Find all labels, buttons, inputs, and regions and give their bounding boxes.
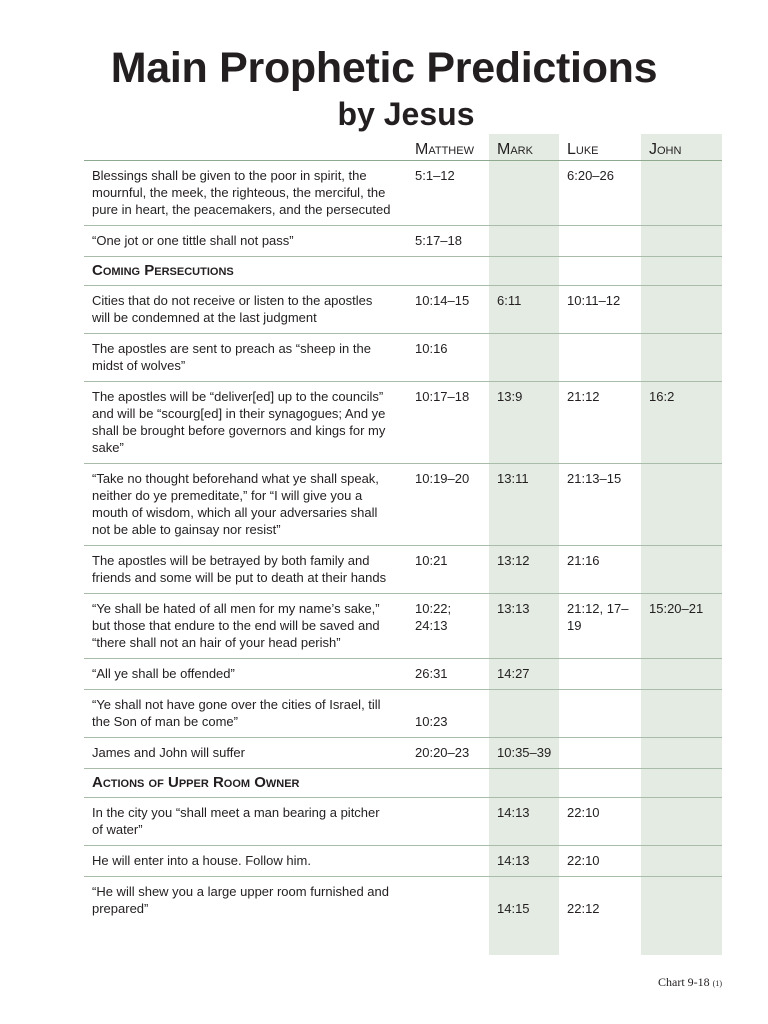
empty-cell	[407, 769, 489, 798]
mark-reference: 6:11	[489, 286, 559, 334]
john-reference	[641, 798, 722, 846]
mark-reference: 13:9	[489, 382, 559, 464]
table-body	[84, 161, 722, 925]
empty-cell	[489, 257, 559, 286]
table-row	[84, 286, 722, 334]
luke-reference	[559, 738, 641, 769]
empty-cell	[489, 769, 559, 798]
table-row	[84, 546, 722, 594]
table-row	[84, 877, 722, 925]
prediction-text: The apostles are sent to preach as “sheep in the midst of wolves”	[84, 334, 407, 382]
mark-reference: 14:15	[497, 901, 530, 916]
luke-reference: 21:13–15	[559, 464, 641, 546]
john-reference	[641, 546, 722, 594]
luke-reference	[559, 690, 641, 738]
prediction-text: Blessings shall be given to the poor in spirit, the mournful, the meek, the righteous, the merciful, the pure in heart, the peacemakers, and the persecuted	[84, 161, 407, 226]
luke-reference: 10:11–12	[559, 286, 641, 334]
john-reference	[641, 286, 722, 334]
page-title: Main Prophetic Predictions	[110, 44, 658, 92]
table-row	[84, 161, 722, 226]
table-row	[84, 594, 722, 659]
table-row	[84, 738, 722, 769]
john-reference	[641, 738, 722, 769]
chart-part: (1)	[712, 979, 722, 988]
john-reference	[641, 690, 722, 738]
chart-label: Chart 9-18	[658, 975, 710, 989]
luke-reference: 6:20–26	[559, 161, 641, 226]
john-reference	[641, 659, 722, 690]
luke-reference: 21:12, 17–19	[559, 594, 641, 659]
luke-reference	[559, 334, 641, 382]
table-row	[84, 690, 722, 738]
matthew-reference: 10:21	[407, 546, 489, 594]
table-row	[84, 226, 722, 257]
matthew-reference: 10:16	[407, 334, 489, 382]
john-reference	[641, 334, 722, 382]
luke-reference: 22:12	[567, 901, 600, 916]
prediction-text: In the city you “shall meet a man bearing a pitcher of water”	[84, 798, 407, 846]
empty-cell	[641, 257, 722, 286]
prediction-text: He will enter into a house. Follow him.	[84, 846, 407, 877]
table-header-row	[84, 134, 722, 161]
john-reference	[641, 846, 722, 877]
mark-reference: 10:35–39	[489, 738, 559, 769]
matthew-reference: 10:17–18	[407, 382, 489, 464]
header-description	[84, 134, 407, 161]
john-reference: 15:20–21	[641, 594, 722, 659]
mark-reference: 13:13	[489, 594, 559, 659]
prediction-text: “Take no thought beforehand what ye shall speak, neither do ye premeditate,” for “I will give you a mouth of wisdom, which all your adversaries shall not be able to gainsay nor resist”	[84, 464, 407, 546]
matthew-reference: 10:19–20	[407, 464, 489, 546]
mark-reference	[489, 334, 559, 382]
prediction-text: Cities that do not receive or listen to the apostles will be condemned at the last judgment	[84, 286, 407, 334]
mark-reference	[489, 161, 559, 226]
section-header-row	[84, 769, 722, 798]
header-luke: Luke	[559, 134, 641, 161]
john-reference	[641, 161, 722, 226]
matthew-reference	[407, 846, 489, 877]
empty-cell	[559, 257, 641, 286]
table-row	[84, 382, 722, 464]
matthew-reference: 10:22; 24:13	[407, 594, 489, 659]
prediction-text: “Ye shall not have gone over the cities of Israel, till the Son of man be come”	[84, 690, 407, 738]
john-reference	[641, 226, 722, 257]
page-subtitle: by Jesus	[337, 96, 475, 132]
chart-number	[658, 975, 722, 990]
matthew-reference	[407, 877, 489, 925]
header-mark: Mark	[489, 134, 559, 161]
empty-cell	[559, 769, 641, 798]
section-title: Coming Persecutions	[84, 257, 407, 286]
mark-reference: 13:12	[489, 546, 559, 594]
matthew-reference: 20:20–23	[407, 738, 489, 769]
john-reference	[641, 464, 722, 546]
table-row	[84, 334, 722, 382]
luke-reference: 21:12	[559, 382, 641, 464]
prediction-text: The apostles will be betrayed by both family and friends and some will be put to death at their hands	[84, 546, 407, 594]
table-row	[84, 846, 722, 877]
prediction-text: “He will shew you a large upper room furnished and prepared”	[92, 884, 389, 916]
john-reference	[641, 877, 722, 925]
mark-reference: 14:13	[489, 798, 559, 846]
matthew-reference: 26:31	[407, 659, 489, 690]
section-title: Actions of Upper Room Owner	[84, 769, 407, 798]
table-row	[84, 798, 722, 846]
matthew-reference: 10:14–15	[407, 286, 489, 334]
matthew-reference	[407, 798, 489, 846]
mark-reference: 14:27	[489, 659, 559, 690]
prediction-text: “One jot or one tittle shall not pass”	[84, 226, 407, 257]
john-reference: 16:2	[641, 382, 722, 464]
empty-cell	[641, 769, 722, 798]
table-row	[84, 464, 722, 546]
matthew-reference: 5:17–18	[407, 226, 489, 257]
luke-reference: 21:16	[559, 546, 641, 594]
luke-reference	[559, 226, 641, 257]
luke-reference	[559, 659, 641, 690]
prediction-text: “Ye shall be hated of all men for my name’s sake,” but those that endure to the end will be saved and “there shall not an hair of your head perish”	[84, 594, 407, 659]
empty-cell	[407, 257, 489, 286]
prediction-text: James and John will suffer	[84, 738, 407, 769]
mark-reference	[489, 690, 559, 738]
luke-reference: 22:10	[559, 798, 641, 846]
mark-reference: 14:13	[489, 846, 559, 877]
prediction-text: “All ye shall be offended”	[84, 659, 407, 690]
matthew-reference: 5:1–12	[407, 161, 489, 226]
prediction-text: The apostles will be “deliver[ed] up to the councils” and will be “scourg[ed] in their synagogues; And ye shall be brought before governors and kings for my sake”	[84, 382, 407, 464]
header-matthew: Matthew	[407, 134, 489, 161]
mark-reference	[489, 226, 559, 257]
luke-reference: 22:10	[559, 846, 641, 877]
predictions-table	[84, 134, 722, 924]
table-row	[84, 659, 722, 690]
header-john: John	[641, 134, 722, 161]
section-header-row	[84, 257, 722, 286]
matthew-reference: 10:23	[407, 690, 489, 738]
mark-reference: 13:11	[489, 464, 559, 546]
